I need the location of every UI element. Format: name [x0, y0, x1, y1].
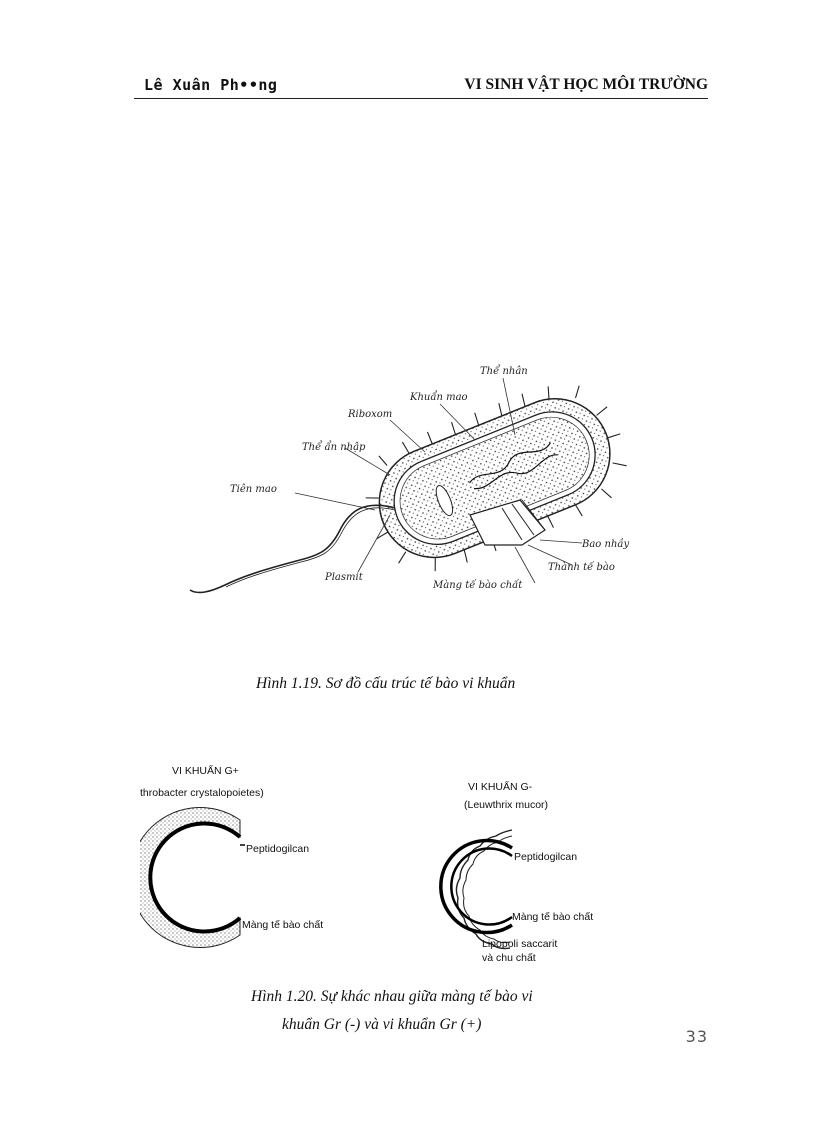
page-number: 33	[685, 1027, 708, 1046]
gram-positive-title: VI KHUẨN G+	[172, 765, 239, 777]
label-khuan-mao: Khuẩn mao	[410, 392, 468, 403]
label-tien-mao: Tiên mao	[230, 484, 277, 495]
header-book-title: VI SINH VẬT HỌC MÔI TRƯỜNG	[464, 76, 708, 93]
label-thanh-te-bao: Thành tế bào	[548, 562, 615, 573]
gram-positive-membrane	[150, 824, 240, 932]
cell-body	[347, 365, 644, 590]
gram-negative-species: (Leuwthrix mucor)	[464, 799, 549, 811]
label-bao-nhay: Bao nhầy	[582, 539, 630, 550]
label-ribosom: Riboxom	[348, 409, 393, 420]
label-the-nhan: Thể nhân	[480, 366, 528, 377]
flagellum	[190, 505, 395, 592]
gram-negative-layer-4: và chu chất	[482, 952, 536, 964]
label-mang-te-bao-chat: Màng tế bào chất	[433, 580, 523, 591]
gram-positive-species: throbacter crystalopoietes)	[140, 787, 264, 799]
gram-negative-layer-2: Màng tế bào chất	[512, 911, 594, 923]
gram-negative-layer-3: Lipopoli saccarit	[482, 938, 558, 950]
label-plasmit: Plasmit	[325, 572, 363, 583]
figure-2-caption-line-2: khuẩn Gr (-) và vi khuẩn Gr (+)	[282, 1016, 482, 1033]
gram-negative-title: VI KHUẨN G-	[468, 781, 533, 793]
running-header	[134, 74, 708, 99]
figure-2-caption-line-1: Hình 1.20. Sự khác nhau giữa màng tế bào vi	[251, 988, 533, 1005]
header-author: Lê Xuân Ph••ng	[144, 76, 278, 94]
gram-positive-layer-2: Màng tế bào chất	[242, 919, 324, 931]
gram-negative-layer-1: Peptidogilcan	[514, 851, 578, 863]
figure-1-caption: Hình 1.19. Sơ đồ cấu trúc tế bào vi khuẩn	[256, 675, 516, 692]
gram-positive-layer-1: Peptidogilcan	[246, 843, 310, 855]
label-the-an-nhap: Thể ẩn nhập	[302, 442, 366, 453]
gram-comparison-diagram	[140, 760, 670, 980]
bacterial-cell-diagram	[150, 340, 650, 670]
